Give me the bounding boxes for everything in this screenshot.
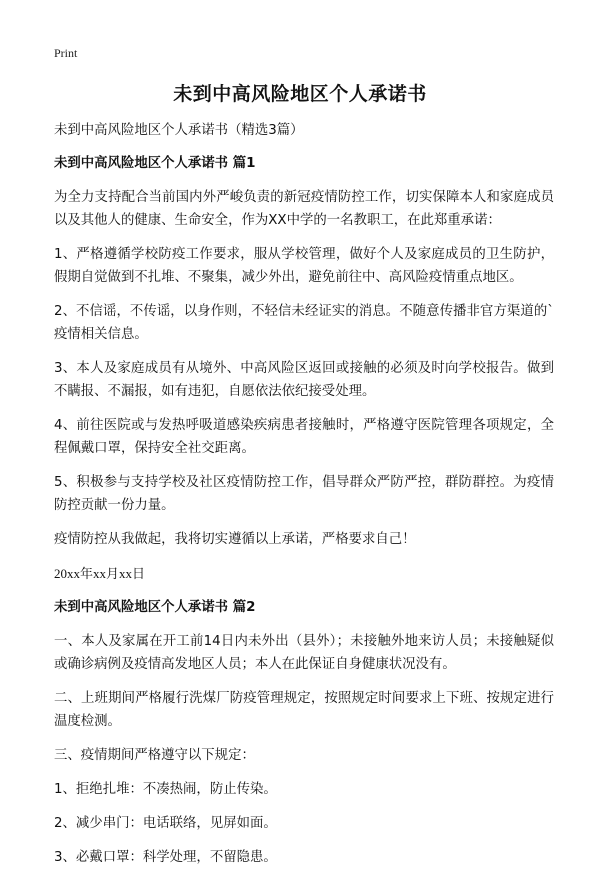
section-2-paragraph: 1、拒绝扎堆：不凑热闹，防止传染。 (54, 782, 277, 797)
section-1-paragraph: 疫情防控从我做起，我将切实遵循以上承诺，严格要求自己！ (54, 532, 416, 547)
section-1-date: 20xx年xx月xx日 (54, 566, 146, 581)
section-heading-2: 未到中高风险地区个人承诺书 篇2 (54, 600, 256, 615)
document-title: 未到中高风险地区个人承诺书 (173, 83, 427, 105)
section-1-paragraph: 2、不信谣，不传谣，以身作则，不轻信未经证实的消息。不随意传播非官方渠道的`疫情相关信息。 (54, 304, 554, 342)
section-1-paragraph: 4、前往医院或与发热呼吸道感染疾病患者接触时，严格遵守医院管理各项规定，全程佩戴口罩，保持安全社交距离。 (54, 418, 554, 456)
section-2-paragraph: 三、疫情期间严格遵守以下规定： (54, 748, 255, 763)
section-1-paragraph: 3、本人及家庭成员有从境外、中高风险区返回或接触的必须及时向学校报告。做到不瞒报、不漏报，如有违犯，自愿依法依纪接受处理。 (54, 361, 554, 399)
document-body (54, 119, 554, 880)
section-1-paragraph: 为全力支持配合当前国内外严峻负责的新冠疫情防控工作，切实保障本人和家庭成员以及其他人的健康、生命安全，作为XX中学的一名教职工，在此郑重承诺： (54, 190, 554, 228)
section-1-paragraph: 5、积极参与支持学校及社区疫情防控工作，倡导群众严防严控，群防群控。为疫情防控贡献一份力量。 (54, 475, 554, 513)
print-label: Print (54, 46, 78, 60)
section-2-paragraph: 一、本人及家属在开工前14日内未外出（县外）；未接触外地来访人员；未接触疑似或确诊病例及疫情高发地区人员；本人在此保证自身健康状况没有。 (54, 634, 554, 672)
section-heading-1: 未到中高风险地区个人承诺书 篇1 (54, 156, 256, 171)
section-1-paragraph: 1、严格遵循学校防疫工作要求，服从学校管理，做好个人及家庭成员的卫生防护，假期自觉做到不扎堆、不聚集，减少外出，避免前往中、高风险疫情重点地区。 (54, 247, 554, 285)
section-2-paragraph: 3、必戴口罩：科学处理，不留隐患。 (54, 850, 277, 865)
section-2-paragraph: 二、上班期间严格履行洗煤厂防疫管理规定，按照规定时间要求上下班、按规定进行温度检测。 (54, 691, 554, 729)
document-subtitle: 未到中高风险地区个人承诺书（精选3篇） (54, 123, 304, 138)
section-2-paragraph: 2、减少串门：电话联络，见屏如面。 (54, 816, 277, 831)
